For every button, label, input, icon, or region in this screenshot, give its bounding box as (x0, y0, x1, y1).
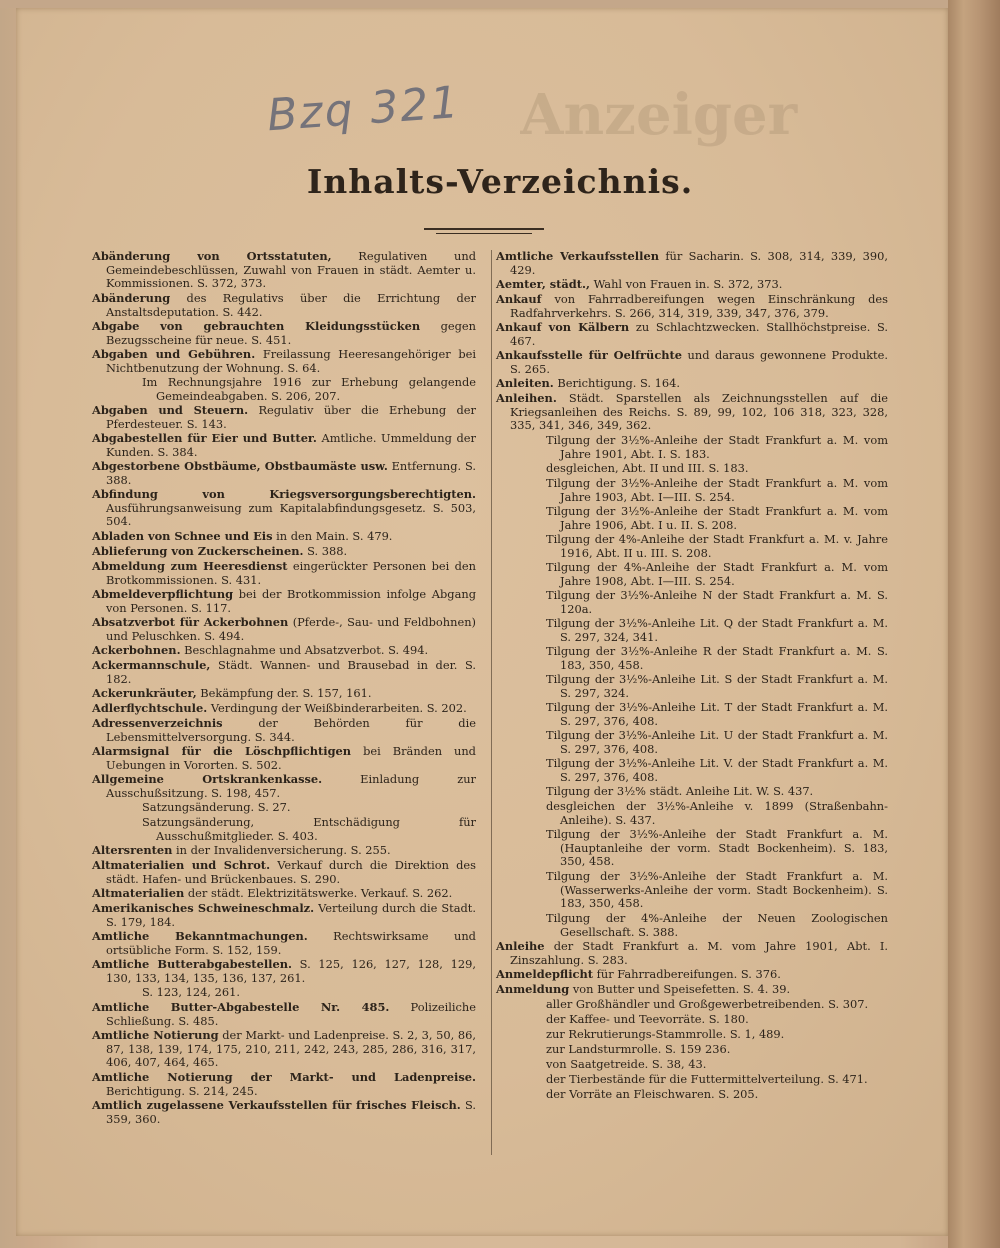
index-subentry (496, 757, 888, 784)
index-subentry (496, 477, 888, 504)
entry-heading: Abgaben und Steuern. (92, 403, 249, 417)
entry-text: eingerückter Personen bei den Brotkommissionen. S. 431. (106, 559, 476, 587)
entry-heading: Abfindung von Kriegsversorgungsberechtigten. (92, 487, 476, 501)
index-subentry (496, 1073, 888, 1087)
entry-text: S. 388. (303, 544, 348, 558)
entry-text: Städt. Sparstellen als Zeichnungsstellen auf die Kriegsanleihen des Reichs. S. 89, 99, 102, 106 318, 323, 328, 335, 341, 346, 349, 362. (510, 391, 888, 432)
entry-heading: Amtliche Verkaufsstellen (496, 249, 659, 263)
entry-text: bei der Brotkommission infolge Abgang von Personen. S. 117. (106, 587, 476, 615)
entry-heading: Ackermannschule, (92, 658, 211, 672)
entry-text: Entfernung. S. 388. (106, 459, 476, 487)
index-entry (496, 983, 888, 997)
index-entry (92, 659, 476, 686)
entry-text: der Markt- und Ladenpreise. S. 2, 3, 50, 86, 87, 138, 139, 174, 175, 210, 211, 242, 243, 285, 286, 316, 317, 406, 407, 464, 465. (106, 1028, 476, 1069)
entry-text: in den Main. S. 479. (272, 529, 393, 543)
subentry-text: aller Großhändler und Großgewerbetreibenden. S. 307. (546, 997, 869, 1011)
entry-text: Verkauf durch die Direktion des städt. Hafen- und Brückenbaues. S. 290. (106, 858, 476, 886)
subentry-text: Tilgung der 3½%-Anleihe R der Stadt Frankfurt a. M. S. 183, 350, 458. (546, 644, 888, 672)
index-subentry (92, 816, 476, 843)
index-subentry (496, 434, 888, 461)
entry-text: der Stadt Frankfurt a. M. vom Jahre 1901, Abt. I. Zinszahlung. S. 283. (510, 939, 888, 967)
index-entry (92, 745, 476, 772)
index-entry (92, 320, 476, 347)
index-subentry (496, 828, 888, 869)
entry-heading: Anleihe (496, 939, 545, 953)
index-subentry (496, 533, 888, 560)
entry-heading: Adlerflychtschule. (92, 701, 208, 715)
entry-text: S. 125, 126, 127, 128, 129, 130, 133, 134, 135, 136, 137, 261. (106, 957, 476, 985)
index-entry (92, 545, 476, 559)
subentry-text: Im Rechnungsjahre 1916 zur Erhebung gelangende Gemeindeabgaben. S. 206, 207. (142, 375, 476, 403)
entry-heading: Abgabestellen für Eier und Butter. (92, 431, 317, 445)
index-subentry (496, 998, 888, 1012)
entry-heading: Ankauf von Kälbern (496, 320, 630, 334)
entry-text: Berichtigung. S. 214, 245. (106, 1083, 258, 1098)
entry-heading: Altmaterialien und Schrot. (92, 858, 271, 872)
entry-text: Verdingung der Weißbinderarbeiten. S. 202. (207, 701, 467, 715)
subentry-text: von Saatgetreide. S. 38, 43. (546, 1057, 707, 1071)
index-subentry (496, 589, 888, 616)
index-subentry (496, 673, 888, 700)
entry-text: zu Schlachtzwecken. Stallhöchstpreise. S. 467. (510, 320, 888, 348)
entry-heading: Adressenverzeichnis (92, 716, 223, 730)
index-subentry (496, 1028, 888, 1042)
entry-heading: Absatzverbot für Ackerbohnen (92, 615, 289, 629)
entry-heading: Amtliche Notierung (92, 1028, 219, 1042)
index-entry (496, 321, 888, 348)
entry-text: Freilassung Heeresangehöriger bei Nichtbenutzung der Wohnung. S. 64. (106, 347, 476, 375)
subentry-text: Tilgung der 3½%-Anleihe Lit. U der Stadt Frankfurt a. M. S. 297, 376, 408. (546, 728, 888, 756)
index-subentry (496, 1013, 888, 1027)
entry-heading: Abänderung (92, 291, 171, 305)
index-entry (92, 717, 476, 744)
index-entry (92, 702, 476, 716)
title-rule (424, 228, 544, 230)
subentry-text: Tilgung der 3½%-Anleihe der Stadt Frankfurt a. M. vom Jahre 1901, Abt. I. S. 183. (546, 433, 888, 461)
index-entry (496, 392, 888, 433)
index-entry (496, 968, 888, 982)
entry-text: der Behörden für die Lebensmittelversorgung. S. 344. (106, 716, 476, 744)
index-subentry (496, 1058, 888, 1072)
index-entry (92, 887, 476, 901)
entry-text: Rechtswirksame und ortsübliche Form. S. 152, 159. (106, 929, 476, 957)
entry-text: und daraus gewonnene Produkte. S. 265. (510, 348, 888, 376)
entry-heading: Amtliche Bekanntmachungen. (92, 929, 308, 943)
index-subentry (496, 870, 888, 911)
index-subentry (496, 912, 888, 939)
index-subentry (92, 376, 476, 403)
entry-text: Einladung zur Ausschußsitzung. S. 198, 457. (106, 772, 476, 800)
entry-text: der städt. Elektrizitätswerke. Verkauf. S. 262. (184, 886, 453, 900)
entry-heading: Ackerunkräuter, (92, 686, 197, 700)
entry-text: von Fahrradbereifungen wegen Einschränkung des Radfahrverkehrs. S. 266, 314, 319, 339, 347, 376, 379. (510, 292, 888, 320)
index-entry (496, 278, 888, 292)
entry-heading: Ankauf (496, 292, 542, 306)
subentry-text: Tilgung der 3½%-Anleihe der Stadt Frankfurt a. M. vom Jahre 1906, Abt. I u. II. S. 208. (546, 504, 888, 532)
subentry-text: Tilgung der 4%-Anleihe der Stadt Frankfurt a. M. vom Jahre 1908, Abt. I—III. S. 254. (546, 560, 888, 588)
entry-text: Amtliche. Ummeldung der Kunden. S. 384. (106, 431, 476, 459)
index-entry (92, 1029, 476, 1070)
entry-text: Wahl von Frauen in. S. 372, 373. (589, 277, 783, 291)
entry-text: Bekämpfung der. S. 157, 161. (196, 686, 372, 700)
entry-text: Polizeiliche Schließung. S. 485. (106, 1000, 476, 1028)
index-entry (92, 902, 476, 929)
entry-text: Ausführungsanweisung zum Kapitalabfindungsgesetz. S. 503, 504. (106, 500, 476, 528)
index-entry (92, 460, 476, 487)
bleed-through-text: Anzeiger (520, 82, 798, 148)
title-rule-secondary (436, 233, 532, 234)
subentry-text: Tilgung der 3½%-Anleihe der Stadt Frankfurt a. M. (Hauptanleihe der vorm. Stadt Bockenheim). S. 183, 350, 458. (546, 827, 888, 868)
subentry-text: Tilgung der 3½% städt. Anleihe Lit. W. S. 437. (546, 784, 814, 798)
entry-heading: Abgestorbene Obstbäume, Obstbaumäste usw. (92, 459, 388, 473)
entry-text: von Butter und Speisefetten. S. 4. 39. (569, 982, 791, 996)
index-entry (92, 588, 476, 615)
entry-heading: Abmeldeverpflichtung (92, 587, 234, 601)
scan-top-edge (0, 0, 1000, 8)
entry-heading: Ankaufsstelle für Oelfrüchte (496, 348, 683, 362)
subentry-text: Tilgung der 4%-Anleihe der Neuen Zoologischen Gesellschaft. S. 388. (546, 911, 888, 939)
index-subentry (496, 617, 888, 644)
index-entry (92, 348, 476, 375)
book-spine-edge (948, 0, 1000, 1248)
index-entry (92, 488, 476, 529)
subentry-text: Tilgung der 3½%-Anleihe Lit. Q der Stadt Frankfurt a. M. S. 297, 324, 341. (546, 616, 888, 644)
subentry-text: der Tierbestände für die Futtermittelverteilung. S. 471. (546, 1072, 868, 1086)
index-entry (92, 404, 476, 431)
subentry-text: Satzungsänderung. S. 27. (142, 800, 291, 814)
entry-heading: Alarmsignal für die Löschpflichtigen (92, 744, 352, 758)
index-subentry (496, 701, 888, 728)
subentry-text: desgleichen, Abt. II und III. S. 183. (546, 461, 749, 475)
entry-text: bei Bränden und Uebungen in Vororten. S. 502. (106, 744, 476, 772)
entry-heading: Amtlich zugelassene Verkaufsstellen für frisches Fleisch. (92, 1098, 461, 1112)
entry-text: in der Invalidenversicherung. S. 255. (172, 843, 391, 857)
subentry-text: zur Rekrutierungs-Stammrolle. S. 1, 489. (546, 1027, 785, 1041)
entry-heading: Ackerbohnen. (92, 643, 181, 657)
entry-heading: Amerikanisches Schweineschmalz. (92, 901, 315, 915)
entry-heading: Amtliche Butterabgabestellen. (92, 957, 292, 971)
entry-heading: Amtliche Butter-Abgabestelle Nr. 485. (92, 1000, 390, 1014)
subentry-text: Tilgung der 3½%-Anleihe der Stadt Frankfurt a. M. (Wasserwerks-Anleihe der vorm. Stadt Bockenheim). S. 183, 350, 458. (546, 869, 888, 910)
entry-heading: Anleiten. (496, 376, 554, 390)
page-title: Inhalts-Verzeichnis. (306, 162, 694, 201)
entry-heading: Anleihen. (496, 391, 557, 405)
entry-heading: Abänderung von Ortsstatuten, (92, 249, 332, 263)
index-subentry (496, 729, 888, 756)
subentry-text: der Kaffee- und Teevorräte. S. 180. (546, 1012, 749, 1026)
entry-text: Berichtigung. S. 164. (553, 376, 681, 390)
handwritten-shelfmark: Bzq 321 (265, 76, 462, 142)
column-divider (491, 250, 492, 1155)
entry-text: des Regulativs über die Errichtung der Anstaltsdeputation. S. 442. (106, 291, 476, 319)
index-entry (496, 250, 888, 277)
entry-heading: Abgabe von gebrauchten Kleidungsstücken (92, 319, 421, 333)
subentry-text: Tilgung der 3½%-Anleihe der Stadt Frankfurt a. M. vom Jahre 1903, Abt. I—III. S. 254. (546, 476, 888, 504)
entry-heading: Abgaben und Gebühren. (92, 347, 256, 361)
subentry-text: Tilgung der 3½%-Anleihe Lit. V. der Stadt Frankfurt a. M. S. 297, 376, 408. (546, 756, 888, 784)
entry-heading: Amtliche Notierung der Markt- und Ladenpreise. (92, 1070, 476, 1084)
entry-text: für Sacharin. S. 308, 314, 339, 390, 429. (510, 249, 888, 277)
subentry-text: Tilgung der 3½%-Anleihe Lit. S der Stadt Frankfurt a. M. S. 297, 324. (546, 672, 888, 700)
entry-text: Regulativen und Gemeindebeschlüssen, Zuwahl von Frauen in städt. Aemter u. Kommissionen. S. 372, 373. (106, 249, 476, 290)
subentry-text: desgleichen der 3½%-Anleihe v. 1899 (Straßenbahn-Anleihe). S. 437. (546, 799, 888, 827)
index-subentry (496, 800, 888, 827)
index-entry (92, 560, 476, 587)
index-subentry (496, 505, 888, 532)
index-subentry (496, 785, 888, 799)
index-entry (92, 687, 476, 701)
entry-heading: Abladen von Schnee und Eis (92, 529, 273, 543)
subentry-text: Tilgung der 3½%-Anleihe N der Stadt Frankfurt a. M. S. 120a. (546, 588, 888, 616)
index-subentry (496, 462, 888, 476)
index-entry (92, 773, 476, 800)
index-entry (92, 958, 476, 985)
index-entry (92, 1001, 476, 1028)
subentry-text: Tilgung der 4%-Anleihe der Stadt Frankfurt a. M. v. Jahre 1916, Abt. II u. III. S. 208. (546, 532, 888, 560)
entry-text: Beschlagnahme und Absatzverbot. S. 494. (180, 643, 429, 657)
index-entry (92, 530, 476, 544)
subentry-text: zur Landsturmrolle. S. 159 236. (546, 1042, 731, 1056)
index-entry (92, 292, 476, 319)
subentry-text: der Vorräte an Fleischwaren. S. 205. (546, 1087, 759, 1101)
index-entry (496, 349, 888, 376)
entry-heading: Anmeldepflicht (496, 967, 594, 981)
entry-text: S. 359, 360. (106, 1098, 476, 1126)
index-subentry (92, 801, 476, 815)
entry-heading: Altersrenten (92, 843, 173, 857)
index-entry (92, 616, 476, 643)
entry-heading: Ablieferung von Zuckerscheinen. (92, 544, 304, 558)
entry-text: Städt. Wannen- und Brausebad in der. S. 182. (106, 658, 476, 686)
index-subentry (92, 986, 476, 1000)
index-entry (496, 940, 888, 967)
entry-heading: Allgemeine Ortskrankenkasse. (92, 772, 323, 786)
index-entry (92, 930, 476, 957)
index-subentry (496, 645, 888, 672)
index-entry (92, 432, 476, 459)
index-subentry (496, 1088, 888, 1102)
entry-text: für Fahrradbereifungen. S. 376. (593, 967, 781, 981)
index-entry (92, 644, 476, 658)
entry-heading: Abmeldung zum Heeresdienst (92, 559, 288, 573)
index-entry (92, 859, 476, 886)
subentry-text: S. 123, 124, 261. (142, 985, 240, 999)
entry-heading: Anmeldung (496, 982, 570, 996)
index-entry (92, 250, 476, 291)
entry-heading: Aemter, städt., (496, 277, 590, 291)
entry-heading: Altmaterialien (92, 886, 185, 900)
entry-text: Verteilung durch die Stadt. S. 179, 184. (106, 901, 477, 929)
index-entry (496, 293, 888, 320)
index-entry (92, 1099, 476, 1126)
index-entry (92, 1071, 476, 1098)
index-entry (496, 377, 888, 391)
entry-text: Regulativ über die Erhebung der Pferdesteuer. S. 143. (106, 403, 476, 431)
entry-text: (Pferde-, Sau- und Feldbohnen) und Peluschken. S. 494. (106, 615, 476, 643)
entry-text: gegen Bezugsscheine für neue. S. 451. (106, 319, 476, 347)
index-entry (92, 844, 476, 858)
subentry-text: Tilgung der 3½%-Anleihe Lit. T der Stadt Frankfurt a. M. S. 297, 376, 408. (546, 700, 888, 728)
subentry-text: Satzungsänderung, Entschädigung für Ausschußmitglieder. S. 403. (142, 815, 476, 843)
index-subentry (496, 1043, 888, 1057)
index-subentry (496, 561, 888, 588)
